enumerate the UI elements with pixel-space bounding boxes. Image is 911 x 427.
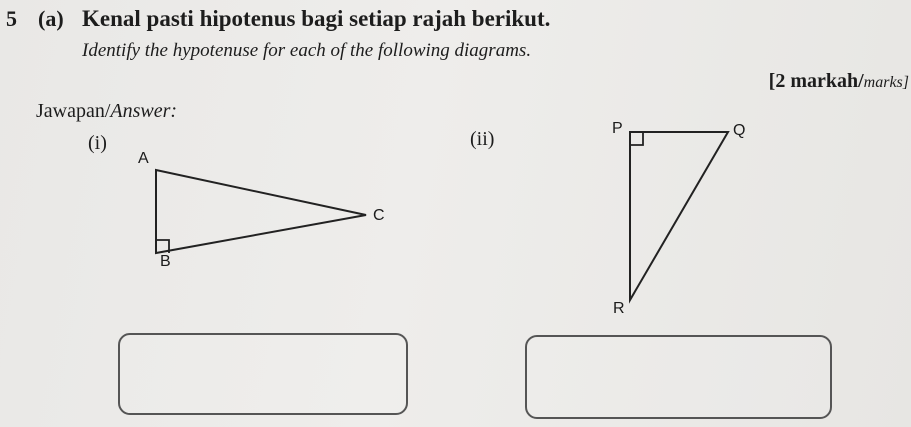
vertex-label-q: Q [733,122,746,139]
vertex-label-p: P [612,120,623,137]
question-title-malay: Kenal pasti hipotenus bagi setiap rajah berikut. [82,6,551,31]
marks-label-english: marks] [863,74,909,91]
vertex-label-c: C [373,207,385,224]
right-angle-marker-p [630,132,643,145]
answer-label-malay: Jawapan/ [36,100,111,122]
triangle-pqr [630,132,728,300]
vertex-label-r: R [613,300,625,317]
diagram-i-label: (i) [88,132,107,154]
marks-label-malay: [2 markah/ [768,70,864,92]
vertex-label-b: B [160,253,171,270]
diagram-ii-label: (ii) [470,128,495,150]
answer-box-ii[interactable] [525,335,832,419]
question-title-english: Identify the hypotenuse for each of the following diagrams. [82,40,532,61]
vertex-label-a: A [138,150,149,167]
answer-label-english: Answer: [110,100,178,122]
question-part: (a) [38,6,64,31]
question-number: 5 [6,6,17,31]
answer-box-i[interactable] [118,333,408,415]
triangle-abc [156,170,366,253]
